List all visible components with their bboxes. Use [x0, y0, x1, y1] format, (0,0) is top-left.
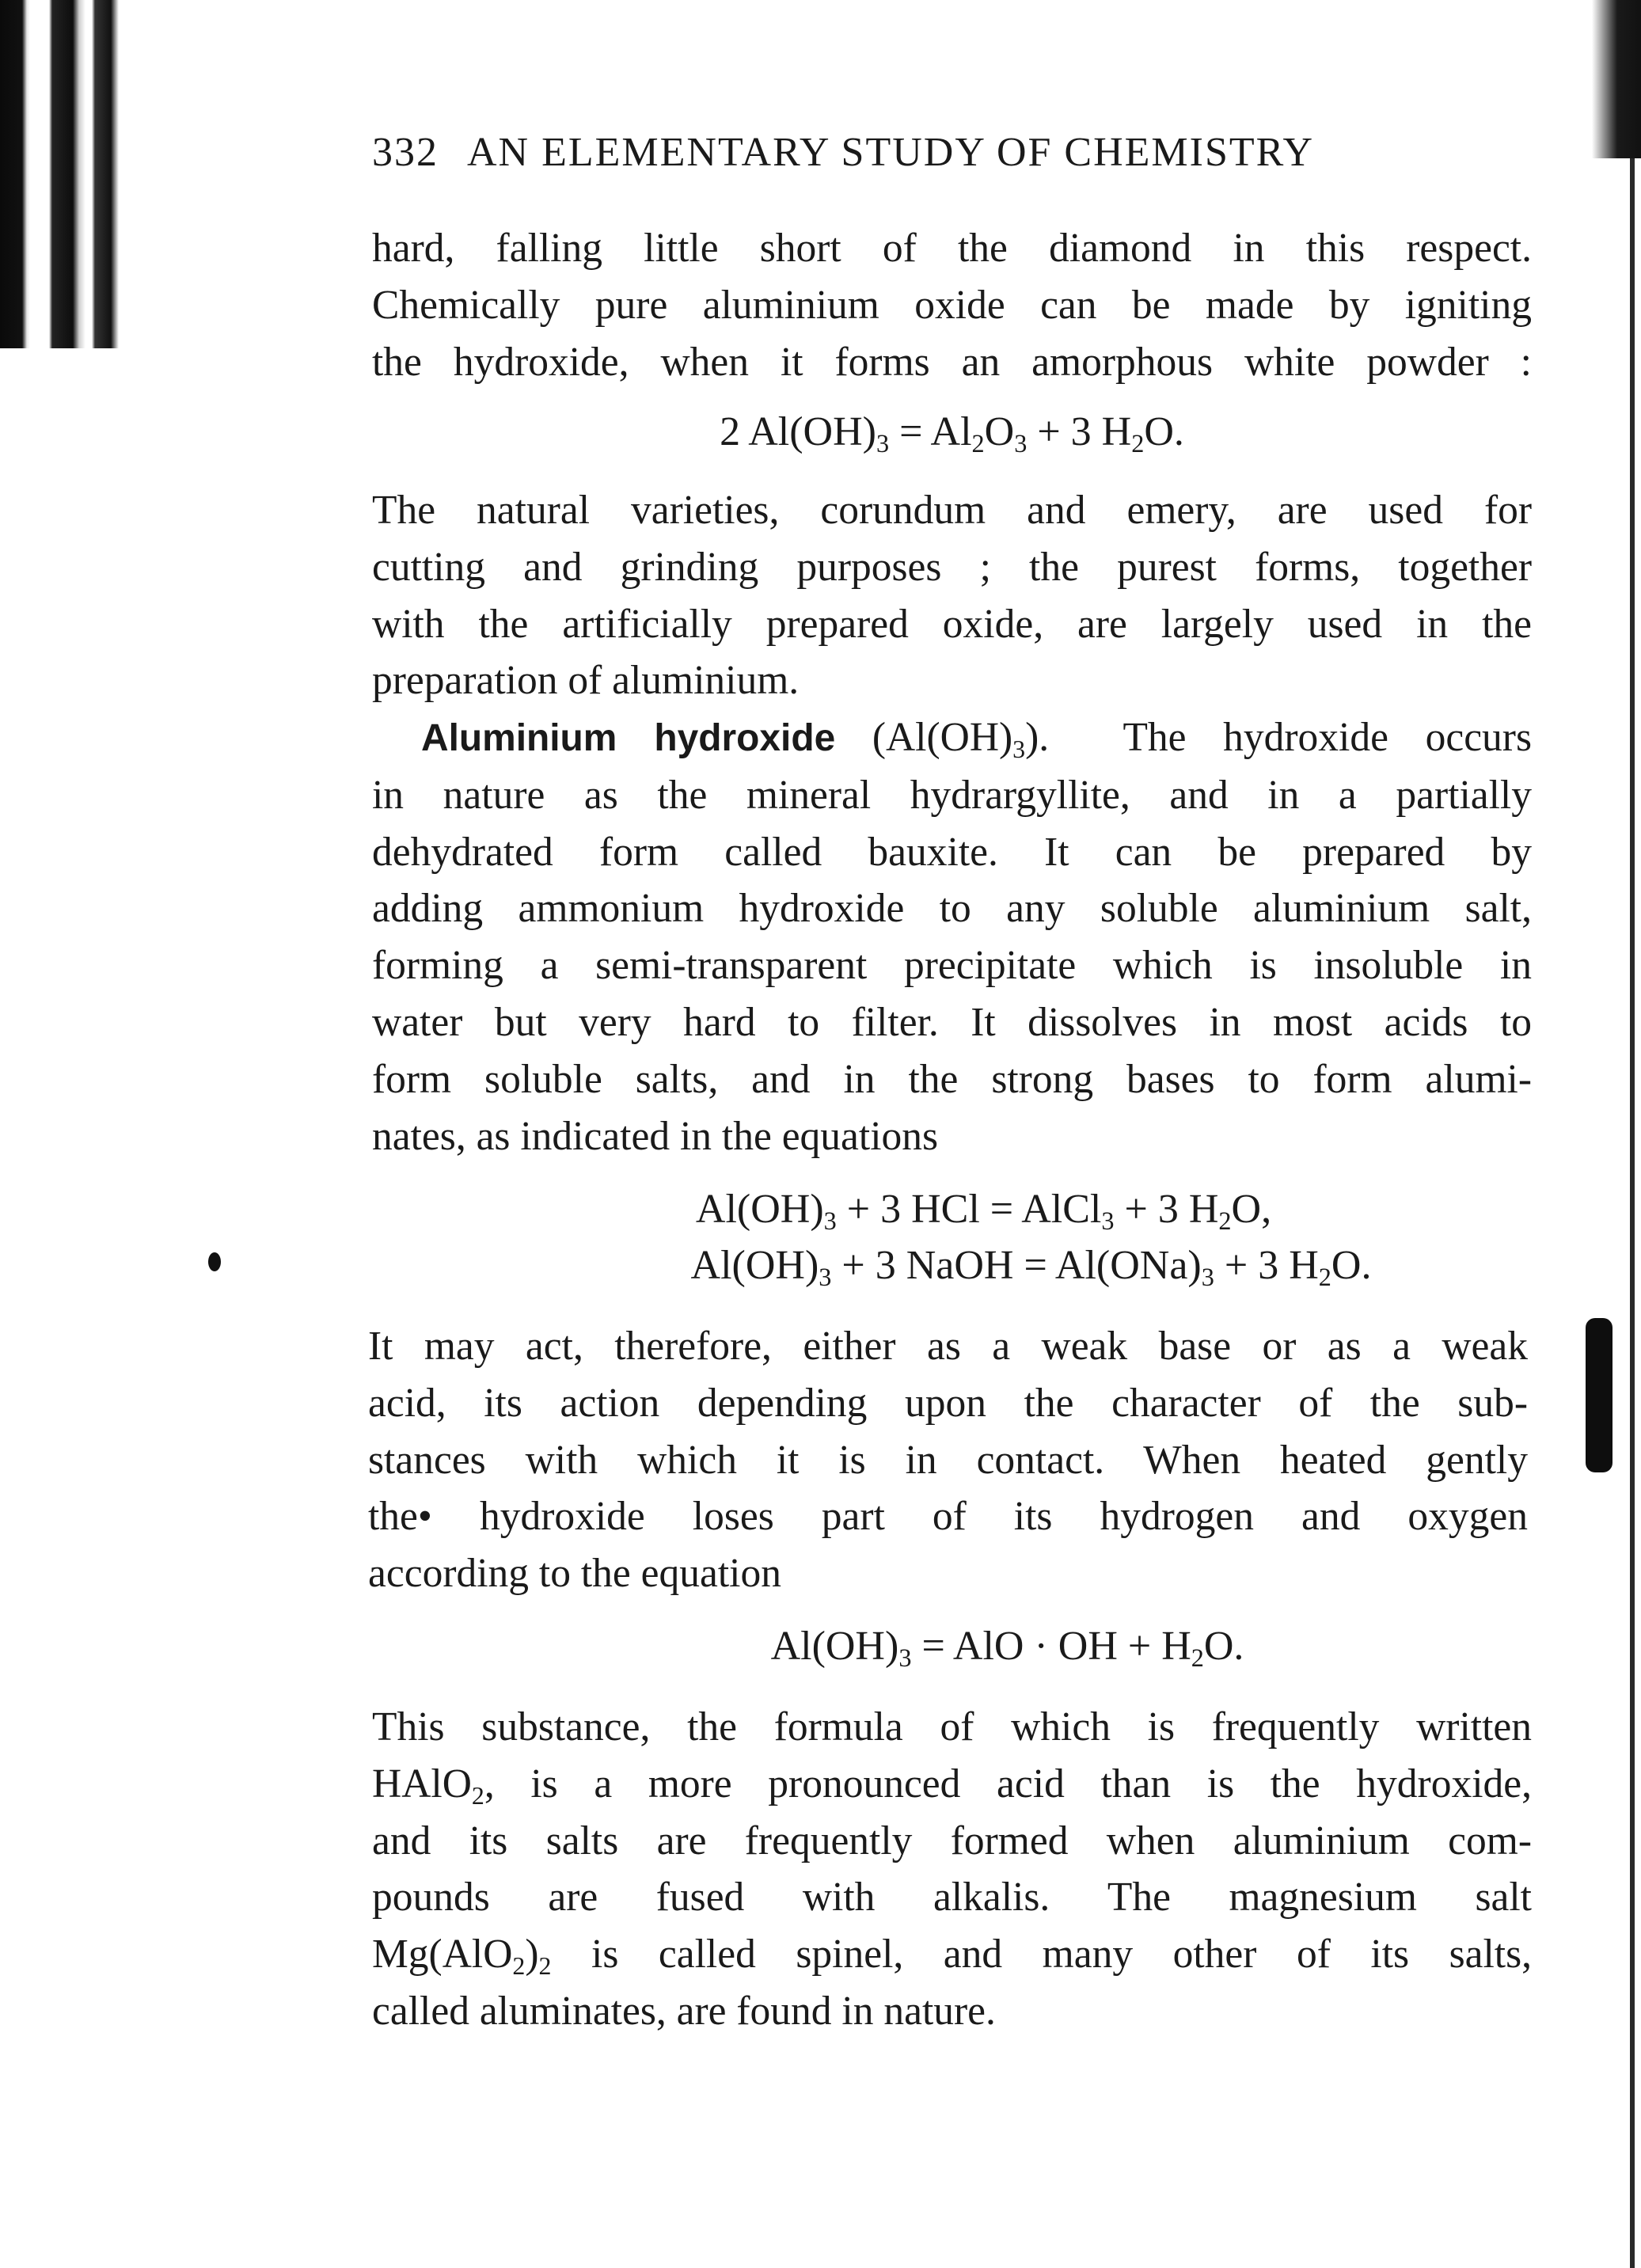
formula-subscript: 2: [512, 1952, 526, 1981]
formula-subscript: 2: [471, 1781, 484, 1810]
paragraph-5: [372, 1699, 1532, 2040]
paragraph-2: [372, 482, 1532, 709]
text-line: nates, as indicated in the equations: [372, 1113, 939, 1159]
text-line: Chemically pure aluminium oxide can be made by igniting: [372, 282, 1532, 328]
text-line: The natural varieties, corundum and emery, are used for: [372, 488, 1532, 533]
eq-term: 2 Al(OH): [720, 409, 876, 454]
text-line: called aluminates, are found in nature.: [372, 1988, 996, 2034]
paragraph-1: [372, 220, 1532, 390]
eq-term: = AlO · OH + H: [911, 1624, 1191, 1669]
eq-term: = Al: [889, 409, 972, 454]
eq-term: + 3 HCl = AlCl: [836, 1187, 1102, 1232]
eq-term: O.: [1331, 1243, 1372, 1288]
text-line: according to the equation: [368, 1551, 781, 1597]
scan-speck: [208, 1252, 221, 1271]
eq-subscript: 2: [1131, 429, 1145, 458]
eq-term: + 3 NaOH = Al(ONa): [831, 1243, 1202, 1288]
formula: HAlO: [372, 1761, 472, 1806]
equation-ignition: [372, 406, 1532, 458]
formula: ): [525, 1932, 539, 1977]
eq-term: Al(OH): [770, 1624, 899, 1669]
eq-subscript: 2: [1218, 1206, 1232, 1236]
eq-subscript: 3: [876, 429, 890, 458]
text-line: preparation of aluminium.: [372, 658, 800, 704]
eq-subscript: 3: [1201, 1263, 1214, 1292]
eq-term: + 3 H: [1214, 1243, 1319, 1288]
text-line: forming a semi-transparent precipitate which is insoluble in: [372, 943, 1532, 989]
eq-term: O.: [1203, 1624, 1244, 1669]
formula-open: (Al(OH): [835, 715, 1013, 760]
text-line: This substance, the formula of which is frequently written: [372, 1704, 1532, 1749]
formula: Mg(AlO: [372, 1932, 513, 1977]
eq-term: Al(OH): [690, 1243, 819, 1288]
eq-subscript: 2: [1318, 1263, 1331, 1292]
eq-subscript: 3: [1014, 429, 1028, 458]
text-fragment: is called spinel, and many other of its salts,: [551, 1932, 1532, 1977]
formula-subscript: 2: [538, 1952, 552, 1981]
section-heading: Aluminium hydroxide: [421, 717, 836, 759]
text-line: and its salts are frequently formed when aluminium com-: [372, 1818, 1532, 1863]
text-line: adding ammonium hydroxide to any soluble aluminium salt,: [372, 886, 1532, 932]
text-line: cutting and grinding purposes ; the purest forms, together: [372, 544, 1532, 590]
eq-subscript: 3: [898, 1643, 912, 1673]
formula-close: ).: [1025, 715, 1050, 760]
text-line-first: [372, 709, 1532, 767]
text-line: water but very hard to filter. It dissolves in most acids to: [372, 999, 1532, 1045]
formula-subscript: 3: [1012, 735, 1026, 763]
scan-binding-shadow-left: [0, 0, 119, 348]
running-header: [372, 129, 1417, 176]
eq-subscript: 3: [823, 1206, 837, 1236]
paragraph-4: [368, 1318, 1528, 1602]
eq-subscript: 3: [1101, 1206, 1115, 1236]
page-number: 332: [372, 130, 439, 175]
equation-dehydration: [372, 1620, 1587, 1673]
text-line: the• hydroxide loses part of its hydrogen and oxygen: [368, 1494, 1528, 1540]
text-line: stances with which it is in contact. When heated gently: [368, 1437, 1528, 1483]
text-line: the hydroxide, when it forms an amorphous white powder :: [372, 339, 1532, 385]
eq-subscript: 2: [971, 429, 985, 458]
paragraph-aluminium-hydroxide: [372, 709, 1532, 1164]
text-line: acid, its action depending upon the character of the sub-: [368, 1380, 1528, 1426]
text-line: with the artificially prepared oxide, are largely used in the: [372, 601, 1532, 647]
eq-term: O,: [1231, 1187, 1272, 1232]
eq-subscript: 2: [1191, 1643, 1204, 1673]
text-line: pounds are fused with alkalis. The magnesium salt: [372, 1875, 1532, 1920]
text-line: form soluble salts, and in the strong bases to form alumi-: [372, 1056, 1532, 1102]
eq-term: Al(OH): [695, 1187, 824, 1232]
eq-term: + 3 H: [1114, 1187, 1219, 1232]
eq-term: O: [984, 409, 1015, 454]
text-line: [372, 1756, 1532, 1813]
equation-naoh: [372, 1240, 1611, 1292]
eq-subscript: 3: [819, 1263, 832, 1292]
text-line: It may act, therefore, either as a weak base or as a weak: [368, 1324, 1528, 1369]
scan-blob-right: [1586, 1318, 1613, 1472]
text-line: in nature as the mineral hydrargyllite, and in a partially: [372, 772, 1532, 818]
equation-hcl: [372, 1183, 1563, 1236]
text-line: dehydrated form called bauxite. It can be prepared by: [372, 829, 1532, 875]
eq-term: + 3 H: [1027, 409, 1132, 454]
text-line: [372, 1926, 1532, 1983]
scan-edge-right-line: [1630, 158, 1635, 2268]
eq-term: O.: [1144, 409, 1184, 454]
scan-edge-right: [1592, 0, 1641, 158]
text-fragment: , is a more pronounced acid than is the hydroxide,: [484, 1761, 1532, 1806]
text-fragment: The hydroxide occurs: [1122, 715, 1532, 760]
running-title: AN ELEMENTARY STUDY OF CHEMISTRY: [467, 130, 1315, 175]
text-line: hard, falling little short of the diamond in this respect.: [372, 226, 1532, 271]
